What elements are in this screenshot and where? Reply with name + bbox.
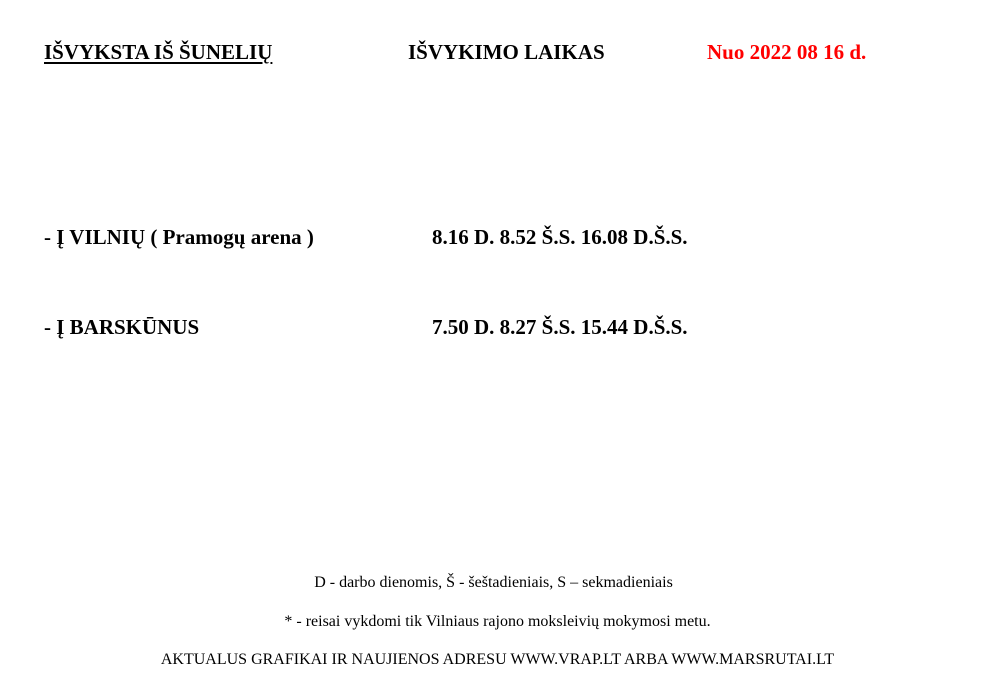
route-destination-barskunai: - Į BARSKŪNUS <box>44 315 200 339</box>
route-times-barskunai: 7.50 D. 8.27 Š.S. 15.44 D.Š.S. <box>432 315 688 339</box>
website-info: AKTUALUS GRAFIKAI IR NAUJIENOS ADRESU WWW.VRAP.LT ARBA WWW.MARSRUTAI.LT <box>160 651 835 668</box>
route-destination-vilnius: - Į VILNIŲ ( Pramogų arena ) <box>44 225 314 249</box>
school-note: * - reisai vykdomi tik Vilniaus rajono moksleivių mokymosi metu. <box>284 613 711 630</box>
valid-from-date: Nuo 2022 08 16 d. <box>707 40 867 64</box>
origin-heading: IŠVYKSTA IŠ ŠUNELIŲ <box>44 40 273 64</box>
legend-text: D - darbo dienomis, Š - šeštadieniais, S – sekmadieniais <box>314 574 673 591</box>
departure-time-heading: IŠVYKIMO LAIKAS <box>408 40 605 64</box>
route-times-vilnius: 8.16 D. 8.52 Š.S. 16.08 D.Š.S. <box>432 225 688 249</box>
